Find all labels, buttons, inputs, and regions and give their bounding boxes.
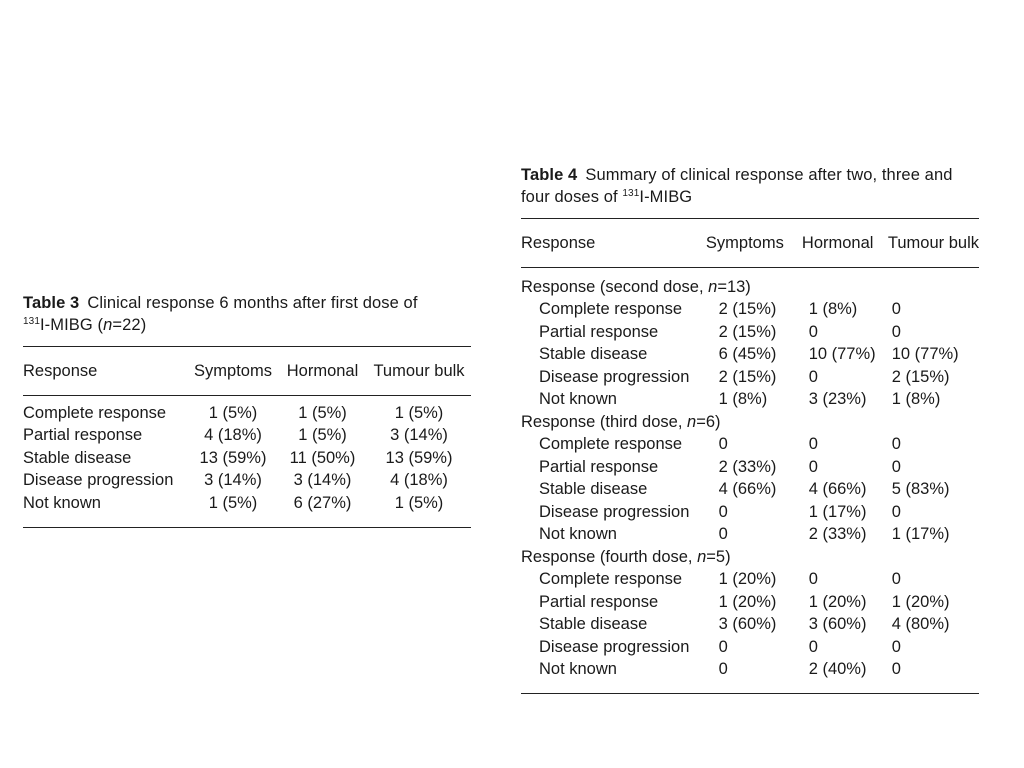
row-label: Stable disease xyxy=(23,448,132,467)
row-label: Disease progression xyxy=(539,367,690,386)
table-3-header-row xyxy=(23,347,471,395)
hormonal-cell: 2 (33%) xyxy=(808,525,867,544)
tumour-bulk-cell: 0 xyxy=(891,300,901,319)
hormonal-cell: 0 xyxy=(808,322,818,341)
row-label: Disease progression xyxy=(23,471,174,490)
row-label: Not known xyxy=(539,660,617,679)
row-label: Partial response xyxy=(23,426,143,445)
hormonal-cell: 10 (77%) xyxy=(808,345,876,364)
table-4-bottom-rule xyxy=(521,693,979,694)
group-n-value: =5) xyxy=(706,547,731,566)
table-row xyxy=(521,321,979,344)
table-4-col-response: Response xyxy=(521,233,596,252)
table-4-body xyxy=(521,276,979,681)
row-label: Not known xyxy=(539,390,617,409)
table-row xyxy=(521,366,979,389)
symptoms-cell: 0 xyxy=(718,637,728,656)
table-row xyxy=(521,299,979,322)
row-label: Stable disease xyxy=(539,615,648,634)
tumour-bulk-cell: 3 (14%) xyxy=(390,426,448,445)
table-row xyxy=(521,501,979,524)
row-label: Partial response xyxy=(539,592,659,611)
table-3-n-value: =22) xyxy=(112,316,147,334)
table-4-col-symptoms: Symptoms xyxy=(705,233,784,252)
tumour-bulk-cell: 1 (8%) xyxy=(891,390,941,409)
table-row xyxy=(521,479,979,502)
symptoms-cell: 13 (59%) xyxy=(199,448,267,467)
symptoms-cell: 3 (14%) xyxy=(204,471,262,490)
symptoms-cell: 2 (33%) xyxy=(718,457,777,476)
table-4-col-hormonal: Hormonal xyxy=(801,233,874,252)
group-n-var: n xyxy=(697,547,707,566)
group-n-var: n xyxy=(708,277,718,296)
table-4-caption-text: Summary of clinical response after two, three and four doses of xyxy=(521,166,953,206)
symptoms-cell: 0 xyxy=(718,660,728,679)
tumour-bulk-cell: 0 xyxy=(891,570,901,589)
row-label: Stable disease xyxy=(539,480,648,499)
table-3-col-hormonal: Hormonal xyxy=(286,361,359,380)
table-row xyxy=(521,636,979,659)
tumour-bulk-cell: 4 (18%) xyxy=(390,471,448,490)
symptoms-cell: 4 (66%) xyxy=(718,480,777,499)
hormonal-cell: 0 xyxy=(808,367,818,386)
table-3-bottom-rule xyxy=(23,527,471,528)
hormonal-cell: 1 (8%) xyxy=(808,300,858,319)
table-3-col-response: Response xyxy=(23,361,98,380)
hormonal-cell: 0 xyxy=(808,457,818,476)
symptoms-cell: 0 xyxy=(718,502,728,521)
table-row xyxy=(521,344,979,367)
table-row xyxy=(23,470,471,493)
row-label: Stable disease xyxy=(539,345,648,364)
symptoms-cell: 3 (60%) xyxy=(718,615,777,634)
table-3-body xyxy=(23,402,471,515)
table-row xyxy=(521,659,979,682)
tumour-bulk-cell: 13 (59%) xyxy=(385,448,453,467)
group-header-row xyxy=(521,411,979,434)
table-3-header-rule xyxy=(23,395,471,396)
table-3-caption: Table 3 Clinical response 6 months after first dose of $^{131}$I-MIBG (n=22) xyxy=(23,294,418,334)
table-3 xyxy=(23,347,471,395)
table-row xyxy=(521,614,979,637)
hormonal-cell: 1 (5%) xyxy=(298,426,347,445)
hormonal-cell: 1 (20%) xyxy=(808,592,867,611)
group-title xyxy=(521,276,979,299)
hormonal-cell: 3 (60%) xyxy=(808,615,867,634)
hormonal-cell: 4 (66%) xyxy=(808,480,867,499)
symptoms-cell: 1 (5%) xyxy=(208,493,258,512)
symptoms-cell: 6 (45%) xyxy=(718,345,777,364)
symptoms-cell: 2 (15%) xyxy=(718,322,777,341)
table-row xyxy=(521,456,979,479)
row-label: Disease progression xyxy=(539,637,690,656)
table-row xyxy=(521,389,979,412)
table-3-n-var: n xyxy=(103,316,113,334)
table-3-col-symptoms: Symptoms xyxy=(194,361,272,380)
symptoms-cell: 0 xyxy=(718,435,728,454)
group-header-row xyxy=(521,276,979,299)
table-3-isotope: I-MIBG xyxy=(40,316,93,334)
hormonal-cell: 2 (40%) xyxy=(808,660,867,679)
table-4-label: Table 4 xyxy=(521,166,578,184)
tumour-bulk-cell: 4 (80%) xyxy=(891,615,950,634)
group-title-text: Response (third dose, xyxy=(521,412,688,431)
table-row xyxy=(521,434,979,457)
table-3-col-tumour: Tumour bulk xyxy=(373,361,465,380)
group-header-row xyxy=(521,546,979,569)
group-title xyxy=(521,546,979,569)
tumour-bulk-cell: 2 (15%) xyxy=(891,367,950,386)
group-n-var: n xyxy=(687,412,697,431)
table-3-block xyxy=(23,292,471,528)
group-n-value: =13) xyxy=(717,277,751,296)
symptoms-cell: 2 (15%) xyxy=(718,300,777,319)
row-label: Partial response xyxy=(539,322,659,341)
table-row xyxy=(521,591,979,614)
symptoms-cell: 1 (20%) xyxy=(718,570,777,589)
row-label: Not known xyxy=(23,493,101,512)
table-4-header-rule xyxy=(521,267,979,268)
hormonal-cell: 0 xyxy=(808,435,818,454)
group-n-value: =6) xyxy=(696,412,721,431)
symptoms-cell: 4 (18%) xyxy=(204,426,262,445)
row-label: Not known xyxy=(539,525,617,544)
table-4-isotope: I-MIBG xyxy=(639,188,693,206)
row-label: Complete response xyxy=(539,435,683,454)
tumour-bulk-cell: 0 xyxy=(891,660,901,679)
table-3-label: Table 3 xyxy=(23,294,80,312)
table-row xyxy=(23,425,471,448)
tumour-bulk-cell: 1 (17%) xyxy=(891,525,950,544)
table-4 xyxy=(521,219,979,267)
table-row xyxy=(23,447,471,470)
symptoms-cell: 2 (15%) xyxy=(718,367,777,386)
hormonal-cell: 1 (5%) xyxy=(298,403,347,422)
hormonal-cell: 0 xyxy=(808,570,818,589)
table-3-caption-text: Clinical response 6 months after first dose of xyxy=(87,294,418,312)
tumour-bulk-cell: 1 (5%) xyxy=(394,493,444,512)
symptoms-cell: 1 (5%) xyxy=(208,403,258,422)
tumour-bulk-cell: 0 xyxy=(891,435,901,454)
hormonal-cell: 3 (23%) xyxy=(808,390,867,409)
symptoms-cell: 1 (8%) xyxy=(718,390,768,409)
table-row xyxy=(23,492,471,515)
hormonal-cell: 11 (50%) xyxy=(289,448,356,467)
table-row xyxy=(521,524,979,547)
table-4-block xyxy=(521,164,979,694)
symptoms-cell: 1 (20%) xyxy=(718,592,777,611)
hormonal-cell: 1 (17%) xyxy=(808,502,867,521)
row-label: Disease progression xyxy=(539,502,690,521)
table-3-isotope-sup: 131 xyxy=(23,316,40,327)
tumour-bulk-cell: 1 (20%) xyxy=(891,592,950,611)
hormonal-cell: 0 xyxy=(808,637,818,656)
group-title-text: Response (second dose, xyxy=(521,277,709,296)
table-4-caption xyxy=(521,164,979,208)
tumour-bulk-cell: 0 xyxy=(891,322,901,341)
row-label: Complete response xyxy=(539,300,683,319)
hormonal-cell: 6 (27%) xyxy=(293,493,352,512)
table-4-col-tumour: Tumour bulk xyxy=(887,233,979,252)
tumour-bulk-cell: 0 xyxy=(891,637,901,656)
tumour-bulk-cell: 0 xyxy=(891,457,901,476)
group-title-text: Response (fourth dose, xyxy=(521,547,698,566)
tumour-bulk-cell: 5 (83%) xyxy=(891,480,950,499)
table-4-isotope-sup: 131 xyxy=(622,188,640,199)
row-label: Complete response xyxy=(23,403,167,422)
group-title xyxy=(521,411,979,434)
row-label: Complete response xyxy=(539,570,683,589)
hormonal-cell: 3 (14%) xyxy=(293,471,352,490)
tumour-bulk-cell: 1 (5%) xyxy=(394,403,444,422)
table-row xyxy=(521,569,979,592)
tumour-bulk-cell: 0 xyxy=(891,502,901,521)
symptoms-cell: 0 xyxy=(718,525,728,544)
table-row xyxy=(23,402,471,425)
tumour-bulk-cell: 10 (77%) xyxy=(891,345,959,364)
row-label: Partial response xyxy=(539,457,659,476)
table-4-header-row xyxy=(521,219,979,267)
